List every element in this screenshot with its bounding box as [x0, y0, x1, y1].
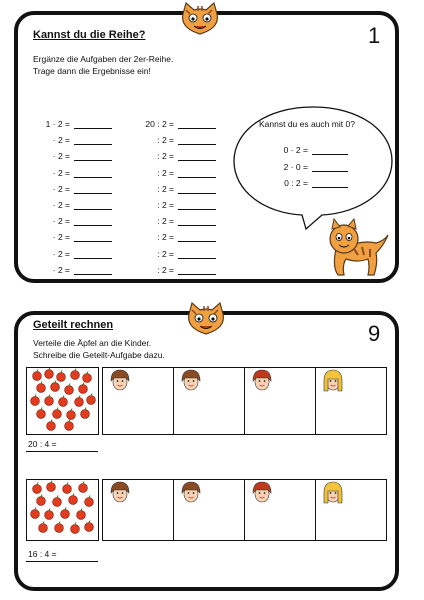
answer-line[interactable]: [312, 177, 348, 188]
exercise-text: · 2 =: [52, 135, 70, 146]
exercise-text: : 2 =: [157, 167, 174, 178]
exercise-text: · 2 =: [52, 216, 70, 227]
answer-line: [26, 451, 98, 452]
apple-icon: [33, 483, 42, 494]
exercise-text: : 2 =: [157, 216, 174, 227]
apple-icon: [85, 496, 94, 507]
card-number: 1: [368, 23, 381, 48]
card-number: 9: [368, 321, 381, 346]
bubble-exercise-row: [270, 158, 348, 172]
kid-plate[interactable]: [315, 479, 387, 541]
exercise-text: 0 : 2 =: [284, 178, 308, 188]
instruction-line: Verteile die Äpfel an die Kinder.: [33, 338, 152, 348]
answer-line[interactable]: [178, 134, 216, 145]
apple-icon: [45, 509, 54, 520]
answer-line[interactable]: [74, 167, 112, 178]
exercise-text: · 2 =: [52, 183, 70, 194]
exercise-row: [140, 115, 216, 129]
exercise-text: · 2 =: [52, 232, 70, 243]
exercise-text: · 2 =: [52, 200, 70, 210]
exercise-row: [32, 115, 112, 129]
apple-icon: [53, 496, 62, 507]
apples-icon: [27, 368, 98, 434]
apple-icon: [31, 508, 40, 519]
kid-plate[interactable]: [244, 367, 316, 435]
answer-line: [26, 561, 98, 562]
kid-plate[interactable]: [315, 367, 387, 435]
apple-icon: [39, 522, 48, 533]
apple-icon: [63, 483, 72, 494]
apple-icon: [47, 420, 56, 431]
answer-line[interactable]: [74, 231, 112, 242]
apple-icon: [53, 408, 62, 419]
apple-icon: [87, 394, 96, 405]
answer-line[interactable]: [178, 248, 216, 259]
child-face-icon: [180, 369, 202, 393]
child-face-icon: [251, 481, 273, 505]
apple-icon: [37, 495, 46, 506]
apple-icon: [31, 395, 40, 406]
exercise-text: : 2 =: [157, 264, 174, 275]
exercise-text: 1 · 2 =: [45, 119, 70, 129]
answer-line[interactable]: [178, 199, 216, 210]
answer-line[interactable]: [74, 183, 112, 194]
exercise-row: [32, 164, 112, 178]
exercise-text: : 2 =: [157, 200, 174, 210]
answer-line[interactable]: [74, 248, 112, 259]
answer-line[interactable]: [74, 215, 112, 226]
exercise-text: 0 · 2 =: [283, 145, 308, 155]
exercise-text: : 2 =: [157, 232, 174, 243]
apple-icon: [33, 370, 42, 381]
instructions: [33, 337, 165, 361]
answer-line[interactable]: [178, 231, 216, 242]
exercise-row: [32, 131, 112, 145]
instruction-line: Trage dann die Ergebnisse ein!: [33, 66, 151, 76]
apple-icon: [83, 372, 92, 383]
division-task: 16 : 4 =: [28, 549, 57, 559]
exercise-row: [140, 147, 216, 161]
kid-plate[interactable]: [173, 367, 245, 435]
answer-line[interactable]: [74, 264, 112, 275]
kid-plate[interactable]: [102, 479, 174, 541]
cat-head-icon: [184, 302, 228, 336]
answer-line[interactable]: [312, 144, 348, 155]
exercise-text: : 2 =: [157, 183, 174, 194]
bubble-exercise-row: [270, 141, 348, 155]
exercise-text: · 2 =: [52, 264, 70, 275]
answer-line[interactable]: [74, 150, 112, 161]
apple-icon: [77, 509, 86, 520]
exercise-row: [32, 228, 112, 242]
apple-icon: [65, 420, 74, 431]
exercise-row: [140, 245, 216, 259]
exercise-text: · 2 =: [52, 151, 70, 162]
cat-head-icon: [178, 2, 222, 36]
card-title: Geteilt rechnen: [33, 319, 114, 331]
exercise-row: [32, 180, 112, 194]
apple-icon: [65, 384, 74, 395]
exercise-row: [32, 245, 112, 259]
instruction-line: Ergänze die Aufgaben der 2er-Reihe.: [33, 54, 174, 64]
apple-icon: [75, 396, 84, 407]
apple-icon: [79, 482, 88, 493]
instruction-line: Schreibe die Geteilt-Aufgabe dazu.: [33, 350, 165, 360]
exercise-row: [32, 261, 112, 275]
division-task: 20 : 4 =: [28, 439, 57, 449]
exercise-row: [32, 147, 112, 161]
apple-icon: [37, 408, 46, 419]
exercise-text: · 2 =: [52, 167, 70, 178]
child-face-icon: [322, 369, 344, 393]
apples-icon: [27, 480, 98, 540]
answer-line[interactable]: [312, 161, 348, 172]
exercise-row: [140, 212, 216, 226]
answer-line[interactable]: [178, 183, 216, 194]
apple-icon: [85, 521, 94, 532]
answer-line[interactable]: [74, 134, 112, 145]
exercise-row: [140, 196, 216, 210]
exercise-row: [32, 212, 112, 226]
answer-line[interactable]: [74, 199, 112, 210]
exercise-text: : 2 =: [157, 151, 174, 162]
exercise-row: [140, 261, 216, 275]
instructions: [33, 53, 173, 77]
answer-line[interactable]: [178, 167, 216, 178]
apple-icon: [69, 494, 78, 505]
answer-line[interactable]: [178, 215, 216, 226]
apple-icon: [45, 395, 54, 406]
child-face-icon: [251, 369, 273, 393]
child-face-icon: [109, 369, 131, 393]
child-face-icon: [322, 481, 344, 505]
exercise-row: [140, 131, 216, 145]
bubble-question: Kannst du es auch mit 0?: [259, 119, 355, 129]
kid-plate[interactable]: [173, 479, 245, 541]
card-title: Kannst du die Reihe?: [33, 29, 146, 41]
exercise-row: [140, 228, 216, 242]
answer-line[interactable]: [178, 150, 216, 161]
exercise-text: : 2 =: [157, 248, 174, 259]
apple-icon: [45, 368, 54, 378]
cat-illustration: [318, 215, 392, 279]
apple-icon: [79, 383, 88, 394]
apple-icon: [37, 382, 46, 393]
kid-plate[interactable]: [244, 479, 316, 541]
exercise-text: : 2 =: [157, 135, 174, 146]
apple-icon: [61, 508, 70, 519]
apple-icon: [51, 381, 60, 392]
answer-line[interactable]: [178, 118, 216, 129]
apple-icon: [71, 369, 80, 380]
apple-box-20: [26, 367, 99, 435]
worksheet-card-geteilt: [14, 311, 399, 591]
apple-icon: [71, 523, 80, 534]
bubble-exercise-row: [270, 174, 348, 188]
apple-icon: [57, 371, 66, 382]
exercise-text: 20 : 2 =: [145, 119, 174, 129]
exercise-row: [140, 180, 216, 194]
exercise-text: · 2 =: [52, 248, 70, 259]
apple-icon: [81, 408, 90, 419]
apple-icon: [59, 396, 68, 407]
apple-icon: [47, 481, 56, 492]
worksheet-card-2er-reihe: [14, 11, 399, 283]
child-face-icon: [109, 481, 131, 505]
child-face-icon: [180, 481, 202, 505]
exercise-row: [140, 164, 216, 178]
kid-plate[interactable]: [102, 367, 174, 435]
exercise-row: [32, 196, 112, 210]
answer-line[interactable]: [178, 264, 216, 275]
answer-line[interactable]: [74, 118, 112, 129]
exercise-text: 2 · 0 =: [283, 161, 308, 172]
apple-icon: [55, 522, 64, 533]
apple-icon: [67, 409, 76, 420]
apple-box-16: [26, 479, 99, 541]
